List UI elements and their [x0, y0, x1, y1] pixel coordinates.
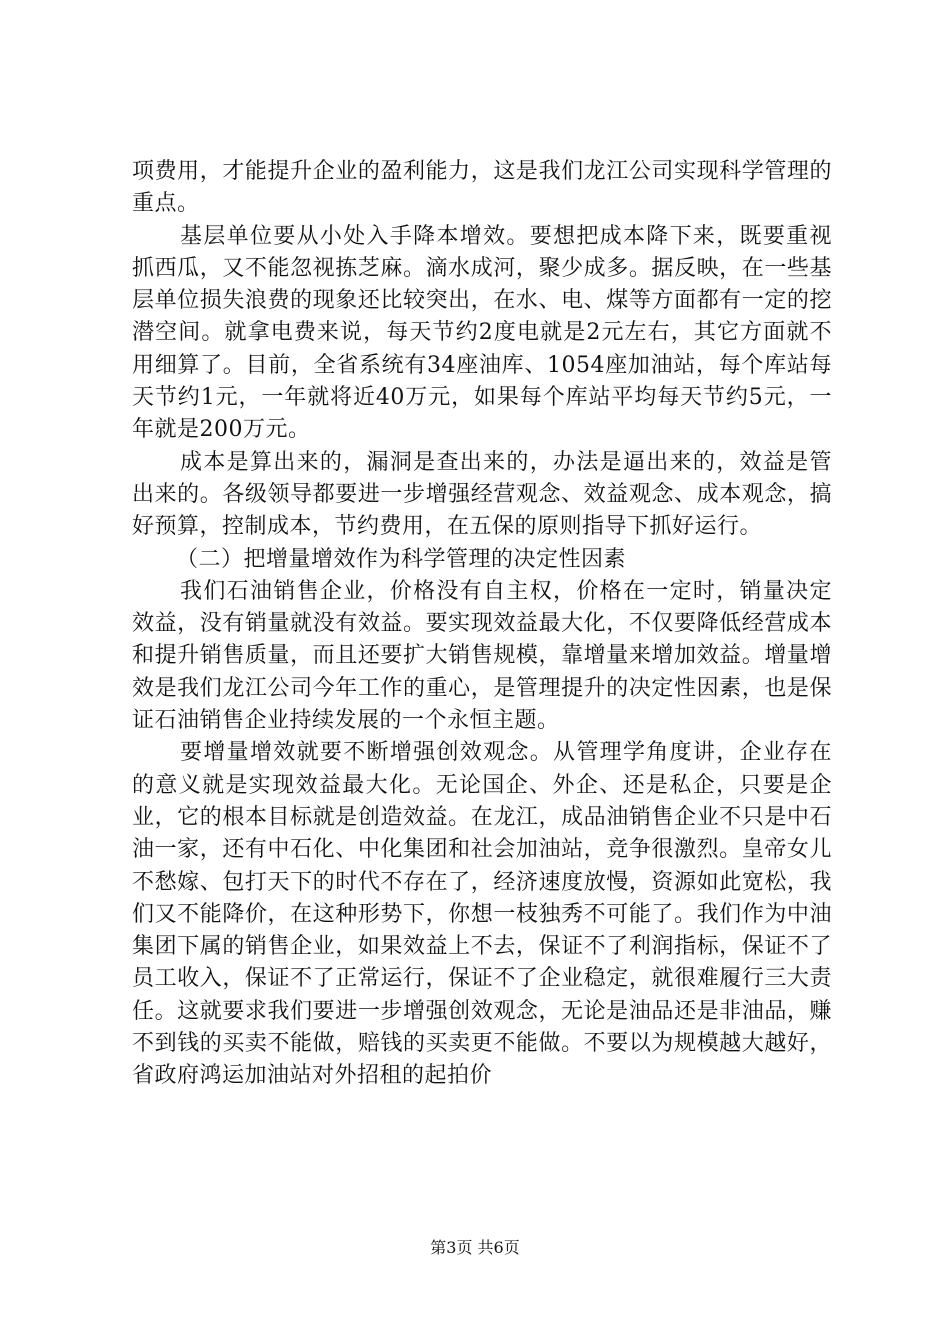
- paragraph-4: 我们石油销售企业，价格没有自主权，价格在一定时，销量决定效益，没有销量就没有效益。要实现效益最大化，不仅要降低经营成本和提升销售质量，而且还要扩大销售规模，靠增量来增加效益。增量增效是我们龙江公司今年工作的重心，是管理提升的决定性因素，也是保证石油销售企业持续发展的一个永恒主题。: [132, 578, 832, 734]
- paragraph-2: 基层单位要从小处入手降本增效。要想把成本降下来，既要重视抓西瓜，又不能忽视拣芝麻。滴水成河，聚少成多。据反映，在一些基层单位损失浪费的现象还比较突出，在水、电、煤等方面都有一定的挖潜空间。就拿电费来说，每天节约2度电就是2元左右，其它方面就不用细算了。目前，全省系统有34座油库、1054座加油站，每个库站每天节约1元，一年就将近40万元，如果每个库站平均每天节约5元，一年就是200万元。: [132, 223, 832, 443]
- paragraph-1: 项费用，才能提升企业的盈利能力，这是我们龙江公司实现科学管理的重点。: [132, 159, 832, 217]
- paragraph-5: 要增量增效就要不断增强创效观念。从管理学角度讲，企业存在的意义就是实现效益最大化。无论国企、外企、还是私企，只要是企业，它的根本目标就是创造效益。在龙江，成品油销售企业不只是中石油一家，还有中石化、中化集团和社会加油站，竞争很激烈。皇帝女儿不愁嫁、包打天下的时代不存在了，经济速度放慢，资源如此宽松，我们又不能降价，在这种形势下，你想一枝独秀不可能了。我们作为中油集团下属的销售企业，如果效益上不去，保证不了利润指标，保证不了员工收入，保证不了正常运行，保证不了企业稳定，就很难履行三大责任。这就要求我们要进一步增强创效观念，无论是油品还是非油品，赚不到钱的买卖不能做，赔钱的买卖更不能做。不要以为规模越大越好，省政府鸿运加油站对外招租的起拍价: [132, 740, 832, 1089]
- document-body: [132, 156, 832, 1093]
- paragraph-3: 成本是算出来的，漏洞是查出来的，办法是逼出来的，效益是管出来的。各级领导都要进一步增强经营观念、效益观念、成本观念，搞好预算，控制成本，节约费用，在五保的原则指导下抓好运行。: [132, 449, 832, 540]
- page-number-label: 第3页 共6页: [430, 1238, 520, 1257]
- section-heading: （二）把增量增效作为科学管理的决定性因素: [176, 546, 627, 572]
- page-footer: [0, 1238, 950, 1258]
